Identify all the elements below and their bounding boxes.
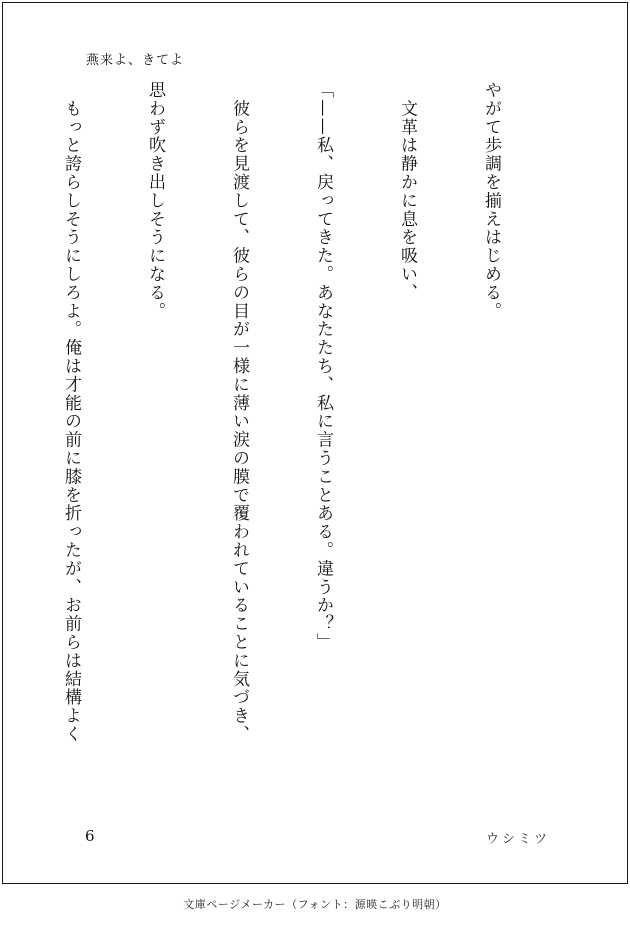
running-header-title: 燕来よ、きてよ [86, 53, 185, 68]
vertical-body-text [0, 81, 561, 821]
author-name: ウシミツ [486, 832, 551, 847]
generator-caption: 文庫ページメーカー（フォント：源暎こぶり明朝） [183, 898, 447, 911]
text-line: 「——私、戻ってきた。あなたたち、私に言うことある。違うか？」 [313, 81, 333, 652]
page-number: 6 [85, 827, 95, 845]
text-line: 彼らを見渡して、彼らの目が一様に薄い涙の膜で覆われていることに気づき、 [229, 81, 249, 744]
text-line: もっと誇らしそうにしろよ。俺は才能の前に膝を折ったが、お前らは結構よく [61, 81, 81, 744]
text-line [0, 81, 1, 821]
text-line: 思わず吹き出しそうになる。 [145, 81, 165, 321]
book-page [2, 2, 628, 884]
text-line: やがて歩調を揃えはじめる。 [481, 81, 501, 321]
text-line: 文革は静かに息を吸い、 [397, 81, 417, 302]
